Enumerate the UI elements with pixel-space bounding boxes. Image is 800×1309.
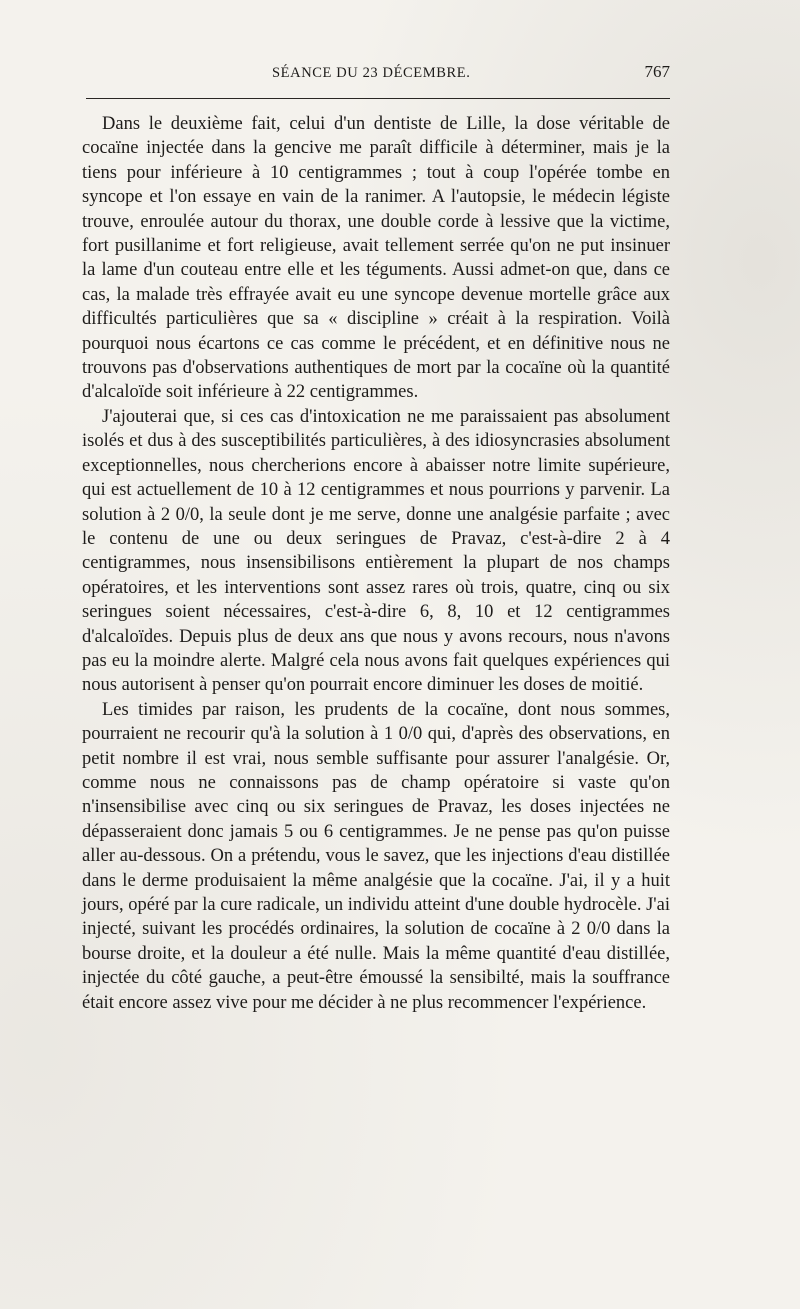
paragraph-2: J'ajouterai que, si ces cas d'intoxication ne me paraissaient pas absolument isolés et dus à des susceptibilités particulières, à des idiosyncrasies absolument exceptionnelles, nous chercherions encore à abaisser notre limite supérieure, qui est actuellement de 10 à 12 centigrammes et nous pourrions y parvenir. La solution à 2 0/0, la seule dont je me serve, donne une analgésie parfaite ; avec le contenu de une ou deux seringues de Pravaz, c'est-à-dire 2 à 4 centigrammes, nous insensibilisons entièrement la plupart de nos champs opératoires, et les interventions sont assez rares où trois, quatre, cinq ou six seringues soient nécessaires, c'est-à-dire 6, 8, 10 et 12 centigrammes d'alcaloïdes. Depuis plus de deux ans que nous y avons recours, nous n'avons pas eu la moindre alerte. Malgré cela nous avons fait quelques expériences qui nous autorisent à penser qu'on pourrait encore diminuer les doses de moitié. [82,406,670,696]
paragraph-1: Dans le deuxième fait, celui d'un dentiste de Lille, la dose véritable de cocaïne injectée dans la gencive me paraît difficile à déterminer, mais je la tiens pour inférieure à 10 centigrammes ; tout à coup l'opérée tombe en syncope et l'on essaye en vain de la ranimer. A l'autopsie, le médecin légiste trouve, enroulée autour du thorax, une double corde à lessive que la victime, fort pusillanime et fort religieuse, avait tellement serrée qu'on ne put insinuer la lame d'un couteau entre elle et les téguments. Aussi admet-on que, dans ce cas, la malade très effrayée avait eu une syncope devenue mortelle grâce aux difficultés particulières que sa « discipline » créait à la respiration. Voilà pourquoi nous écartons ce cas comme le précédent, et en définitive nous ne trouvons pas d'observations authentiques de mort par la cocaïne où la quantité d'alcaloïde soit inférieure à 22 centigrammes. [82,114,670,403]
paragraph-3: Les timides par raison, les prudents de la cocaïne, dont nous sommes, pourraient ne recourir qu'à la solution à 1 0/0 qui, d'après des observations, en petit nombre il est vrai, nous semble suffisante pour assurer l'analgésie. Or, comme nous ne connaissons pas de champ opératoire si vaste qu'on n'insensibilise avec cinq ou six seringues de Pravaz, les doses injectées ne dépasseraient donc jamais 5 ou 6 centigrammes. Je ne pense pas qu'on puisse aller au-dessous. On a prétendu, vous le savez, que les injections d'eau distillée dans le derme produisaient la même analgésie que la cocaïne. J'ai, il y a huit jours, opéré par la cure radicale, un individu atteint d'une double hydrocèle. J'ai injecté, suivant les procédés ordinaires, la solution de cocaïne à 2 0/0 dans la bourse droite, et la douleur a été nulle. Mais la même quantité d'eau distillée, injectée du côté gauche, a peut-être émoussé la sensibilté, mais la souffrance était encore assez vive pour me décider à ne plus recommencer l'expérience. [82,699,670,1013]
page-header [86,60,670,90]
page-number: 767 [644,62,670,81]
header-rule [86,98,670,99]
running-title: SÉANCE DU 23 DÉCEMBRE. [272,65,471,81]
body-text [82,112,670,1015]
